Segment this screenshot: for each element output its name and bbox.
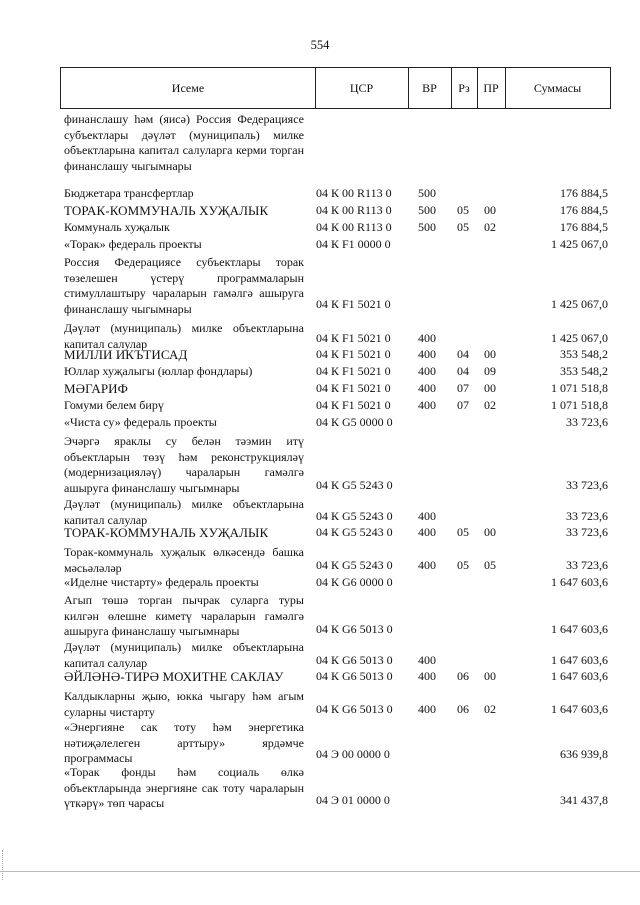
row-vr: 400 (418, 558, 436, 572)
row-name: «Торак фонды һәм социаль өлкә объектларында энергияне сак тоту чараларын үткәрү» төп чарасы (64, 765, 304, 811)
row-rz: 07 (457, 381, 469, 395)
row-sum: 33 723,6 (566, 478, 608, 492)
row-name: Калдыкларны җыю, юкка чыгару һәм агым суларны чистарту (64, 689, 304, 719)
row-name: «Энергияне сак тоту һәм энергетика нәтиҗәлелеген арттыру» ярдәмче программасы (64, 720, 304, 766)
row-pr: 00 (484, 381, 496, 395)
row-csr: 04 К G5 5243 0 (316, 558, 393, 572)
row-vr: 500 (418, 220, 436, 234)
row-name: Гомуми белем бирү (64, 398, 164, 412)
row-name: ТОРАК-КОММУНАЛЬ ХУҖАЛЫК (64, 203, 269, 218)
row-name: «Торак» федераль проекты (64, 237, 202, 251)
row-sum: 341 437,8 (560, 793, 608, 807)
row-name: Дәүләт (муниципаль) милке объектларына капитал салулар (64, 321, 304, 351)
row-csr: 04 К G5 0000 0 (316, 415, 393, 429)
row-name: МӘГАРИФ (64, 381, 129, 396)
row-sum: 1 071 518,8 (551, 398, 608, 412)
row-pr: 00 (484, 347, 496, 361)
row-rz: 05 (457, 203, 469, 217)
header-csr: ЦСР (349, 80, 374, 95)
row-sum: 353 548,2 (560, 364, 608, 378)
row-pr: 00 (484, 669, 496, 683)
row-name: «Чиста су» федераль проекты (64, 415, 217, 429)
row-rz: 05 (457, 220, 469, 234)
row-rz: 06 (457, 669, 469, 683)
row-name: Агып төшә торган пычрак суларга туры килгән өлешне киметү чараларын гамәлгә ашыруга финанслашу чыгымнары (64, 593, 304, 639)
row-csr: 04 К G6 5013 0 (316, 669, 393, 683)
row-vr: 400 (418, 525, 436, 539)
row-vr: 400 (418, 653, 436, 667)
row-rz: 05 (457, 525, 469, 539)
row-pr: 05 (484, 558, 496, 572)
row-csr: 04 Э 00 0000 0 (316, 747, 390, 761)
row-csr: 04 К G5 5243 0 (316, 525, 393, 539)
row-sum: 33 723,6 (566, 558, 608, 572)
page-bottom-rule (0, 871, 640, 872)
row-pr: 09 (484, 364, 496, 378)
header-pr: ПР (483, 80, 499, 95)
page-number: 554 (310, 38, 330, 52)
row-name: Эчәргә яраклы су белән тәэмин итү объектларын төзү һәм реконструкцияләү (модернизацияләү) чараларын гамәлгә ашыруга финанслашу чыгымнары (64, 434, 304, 495)
row-name: Торак-коммуналь хуҗалык өлкәсендә башка мәсьәләләр (64, 545, 304, 575)
row-rz: 06 (457, 702, 469, 716)
row-name: Бюджетара трансфертлар (64, 186, 194, 200)
row-vr: 400 (418, 364, 436, 378)
row-vr: 500 (418, 186, 436, 200)
row-sum: 1 647 603,6 (551, 622, 608, 636)
row-vr: 400 (418, 381, 436, 395)
row-pr: 02 (484, 220, 496, 234)
table-header (60, 67, 611, 109)
row-rz: 05 (457, 558, 469, 572)
row-sum: 1 647 603,6 (551, 575, 608, 589)
scan-margin-mark (2, 850, 6, 880)
row-csr: 04 К G6 5013 0 (316, 702, 393, 716)
row-sum: 1 647 603,6 (551, 702, 608, 716)
row-csr: 04 К F1 0000 0 (316, 237, 391, 251)
row-name: «Иделне чистарту» федераль проекты (64, 575, 259, 589)
row-vr: 400 (418, 398, 436, 412)
row-sum: 1 647 603,6 (551, 669, 608, 683)
row-sum: 33 723,6 (566, 509, 608, 523)
row-csr: 04 К F1 5021 0 (316, 331, 391, 345)
header-sum: Суммасы (533, 80, 582, 95)
row-rz: 04 (457, 364, 469, 378)
row-csr: 04 К F1 5021 0 (316, 297, 391, 311)
row-csr: 04 К F1 5021 0 (316, 364, 391, 378)
row-vr: 400 (418, 347, 436, 361)
row-csr: 04 К F1 5021 0 (316, 381, 391, 395)
row-name: МИЛЛИ ИКЪТИСАД (64, 347, 188, 362)
row-sum: 353 548,2 (560, 347, 608, 361)
row-name: ТОРАК-КОММУНАЛЬ ХУҖАЛЫК (64, 525, 269, 540)
row-vr: 400 (418, 509, 436, 523)
row-sum: 1 425 067,0 (551, 237, 608, 251)
row-pr: 00 (484, 525, 496, 539)
row-csr: 04 К F1 5021 0 (316, 347, 391, 361)
row-csr: 04 К G5 5243 0 (316, 509, 393, 523)
row-csr: 04 К G5 5243 0 (316, 478, 393, 492)
row-csr: 04 Э 01 0000 0 (316, 793, 390, 807)
row-name: Дәүләт (муниципаль) милке объектларына капитал салулар (64, 497, 304, 527)
row-csr: 04 К 00 R113 0 (316, 220, 392, 234)
row-sum: 33 723,6 (566, 525, 608, 539)
row-sum: 33 723,6 (566, 415, 608, 429)
row-vr: 500 (418, 203, 436, 217)
row-rz: 07 (457, 398, 469, 412)
row-sum: 1 425 067,0 (551, 297, 608, 311)
row-csr: 04 К G6 0000 0 (316, 575, 393, 589)
row-name: финанслашу һәм (яисә) Россия Федерациясе субъектлары дәүләт (муниципаль) милке объектларына капитал салуларга керми торган финанслашу чыгымнары (64, 112, 304, 173)
row-csr: 04 К G6 5013 0 (316, 622, 393, 636)
row-sum: 1 071 518,8 (551, 381, 608, 395)
header-vr: ВР (422, 80, 437, 95)
row-pr: 00 (484, 203, 496, 217)
row-sum: 1 647 603,6 (551, 653, 608, 667)
row-sum: 636 939,8 (560, 747, 608, 761)
row-name: ӘЙЛӘНӘ-ТИРӘ МОХИТНЕ САКЛАУ (64, 669, 284, 684)
row-pr: 02 (484, 398, 496, 412)
row-sum: 176 884,5 (560, 220, 608, 234)
row-sum: 176 884,5 (560, 186, 608, 200)
row-pr: 02 (484, 702, 496, 716)
row-vr: 400 (418, 669, 436, 683)
header-name: Исеме (171, 80, 205, 95)
header-rz: Рз (458, 80, 470, 95)
row-csr: 04 К G6 5013 0 (316, 653, 393, 667)
row-name: Коммуналь хуҗалык (64, 220, 170, 234)
row-sum: 1 425 067,0 (551, 331, 608, 345)
row-rz: 04 (457, 347, 469, 361)
row-vr: 400 (418, 702, 436, 716)
row-vr: 400 (418, 331, 436, 345)
row-sum: 176 884,5 (560, 203, 608, 217)
row-csr: 04 К 00 R113 0 (316, 203, 392, 217)
row-name: Юллар хуҗалыгы (юллар фондлары) (64, 364, 253, 378)
row-csr: 04 К F1 5021 0 (316, 398, 391, 412)
row-name: Россия Федерациясе субъектлары торак төзелешен үстерү программаларын стимуллаштыру чараларын гамәлгә ашыруга финанслашу чыгымнары (64, 255, 304, 316)
row-csr: 04 К 00 R113 0 (316, 186, 392, 200)
row-name: Дәүләт (муниципаль) милке объектларына капитал салулар (64, 640, 304, 670)
